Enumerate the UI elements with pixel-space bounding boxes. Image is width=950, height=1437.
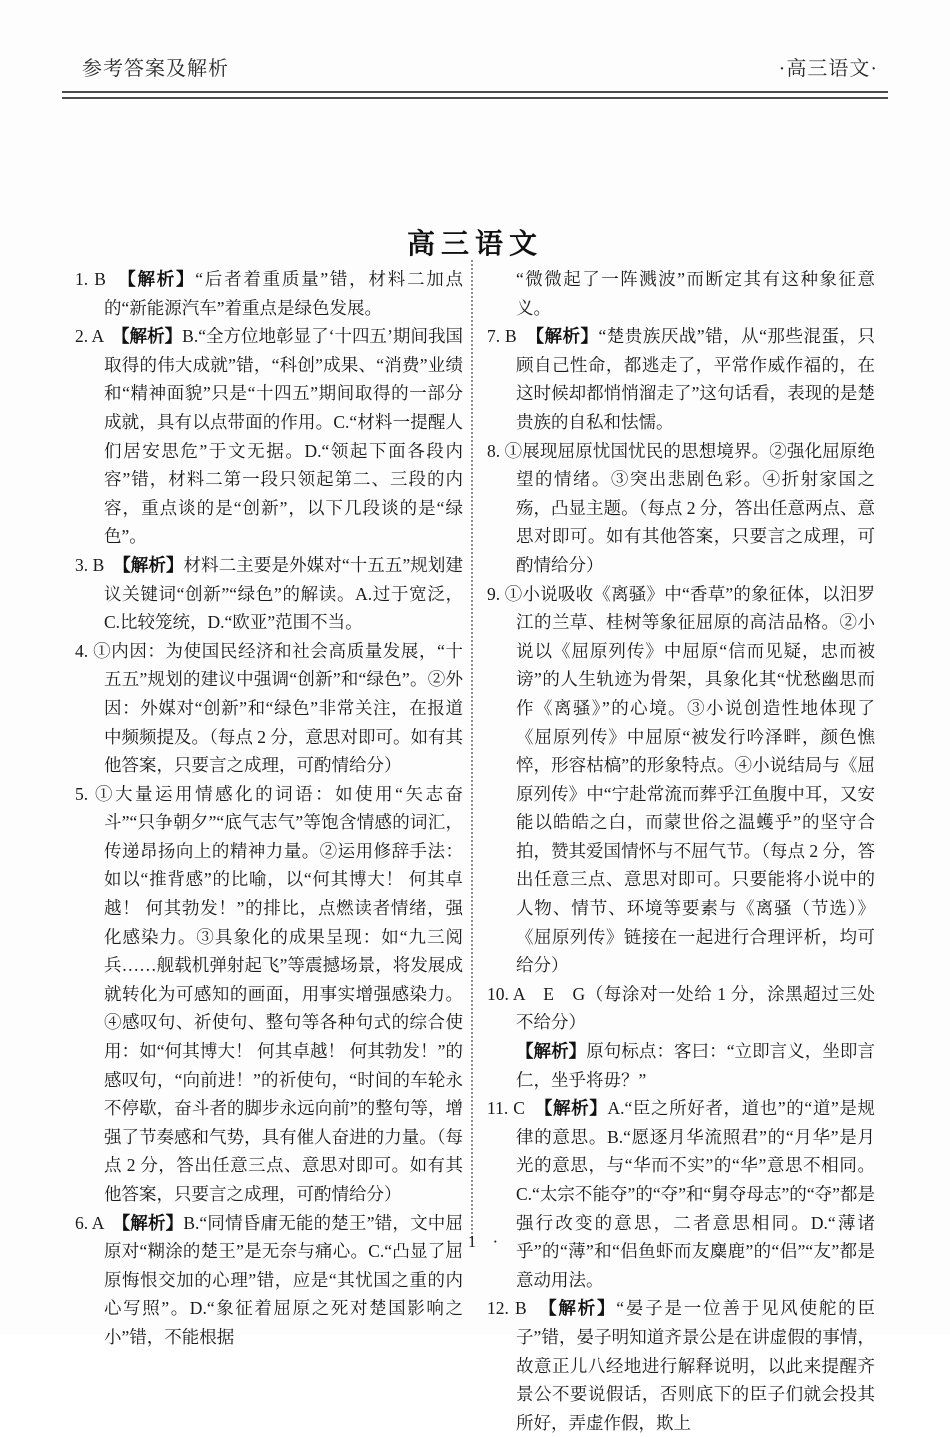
answer-text: “后者着重质量”错，材料二加点的“新能源汽车”着重点是绿色发展。 [104, 269, 463, 318]
document-title: 高三语文 [406, 229, 543, 260]
answer-columns [75, 265, 875, 1437]
page-header [82, 52, 878, 81]
answer-paragraph [487, 1294, 875, 1437]
answer-text: 原句标点：客曰：“立即言义，坐即言仁，坐乎将毋？” [516, 1041, 875, 1090]
answer-paragraph [75, 780, 463, 1209]
answer-text: 2. A [75, 326, 121, 347]
answer-item [75, 322, 463, 551]
answer-text: 12. B [487, 1298, 548, 1319]
answer-text: 5. ①大量运用情感化的词语：如使用“矢志奋斗”“只争朝夕”“底气志气”等饱含情感的词汇，传递昂扬向上的精神力量。②运用修辞手法：如以“推背感”的比喻，以“何其博大！ 何其卓越！ 何其勃发！”的排比，点燃读者情绪，强化感染力。③具象化的成果呈现：如“九三阅兵……舰载机弹射起飞”等震撼场景，将发展成就转化为可感知的画面，用事实增强感染力。④感叹句、祈使句、整句等各种句式的综合使用：如“何其博大！ 何其卓越！ 何其勃发！”的感叹句，“向前进！”的祈使句，“时间的车轮永不停歇，奋斗者的脚步永远向前”的整句等，增强了节奏感和气势，具有催人奋进的力量。（每点 2 分，答出任意三点、意思对即可。如有其他答案，只要言之成理，可酌情给分） [75, 783, 463, 1204]
answer-item [487, 1094, 875, 1294]
answer-text: “楚贵族厌战”错，从“那些混蛋，只顾自己性命，都逃走了，平常作威作福的，在这时候却都悄悄溜走了”这句话看，表现的是楚贵族的自私和怯懦。 [516, 326, 875, 432]
answer-item [487, 980, 875, 1094]
analysis-label: 【解析】 [535, 326, 599, 347]
analysis-label: 【解析】 [547, 1298, 617, 1319]
analysis-label: 【解析】 [126, 269, 196, 289]
answer-text: 8. ①展现屈原忧国忧民的思想境界。②强化屈原绝望的情绪。③突出悲剧色彩。④折射家国之殇，凸显主题。（每点 2 分，答出任意两点、意思对即可。如有其他答案，只要言之成理，可酌情给分） [487, 440, 875, 575]
answer-text: “微微起了一阵溅波”而断定其有这种象征意义。 [516, 269, 875, 318]
answer-item [487, 580, 875, 980]
answer-item [487, 1294, 875, 1437]
analysis-label: 【解析】 [543, 1098, 608, 1119]
answer-text: 10. A E G（每涂对一处给 1 分，涂黑超过三处不给分） [487, 983, 875, 1033]
answer-item [487, 322, 875, 436]
answer-item [75, 780, 463, 1209]
answer-item [75, 551, 463, 637]
page-number: · 1 · [445, 1232, 505, 1251]
answer-item [75, 1209, 463, 1352]
answer-paragraph [75, 265, 463, 322]
right-column [487, 265, 875, 1437]
analysis-label: 【解析】 [120, 326, 183, 347]
answer-text: “晏子是一位善于见风使舵的臣子”错，晏子明知道齐景公是在讲虚假的事情，故意正儿八经地进行解释说明，以此来提醒齐景公不要说假话，否则底下的臣子们就会投其所好，弄虚作假，欺上 [516, 1298, 875, 1433]
answer-paragraph [487, 437, 875, 580]
answer-item [487, 437, 875, 580]
header-right-text: ·高三语文· [778, 58, 878, 80]
answer-text: 材料二主要是外媒对“十五五”规划建议关键词“创新”“绿色”的解读。A.过于宽泛，C.比较笼统，D.“欧亚”范围不当。 [104, 554, 463, 633]
analysis-label: 【解析】 [121, 1212, 184, 1233]
answer-paragraph [75, 637, 463, 780]
analysis-label: 【解析】 [516, 1041, 587, 1062]
answer-paragraph [487, 1094, 875, 1294]
answer-paragraph [487, 322, 875, 436]
answer-paragraph [75, 1209, 463, 1352]
column-divider-dotted-line [471, 260, 473, 1238]
left-column [75, 265, 463, 1437]
analysis-label: 【解析】 [121, 554, 184, 575]
answer-text: 3. B [75, 554, 122, 575]
answer-text: 4. ①内因：为使国民经济和社会高质量发展，“十五五”规划的建议中强调“创新”和“绿色”。②外因：外媒对“创新”和“绿色”非常关注，在报道中频频提及。（每点 2 分，意思对即可。如有其他答案，只要言之成理，可酌情给分） [75, 640, 463, 776]
answer-paragraph [75, 322, 463, 551]
header-double-rule [62, 91, 888, 99]
answer-text: B.“全方位地彰显了‘十四五’期间我国取得的伟大成就”错，“科创”成果、“消费”业绩和“精神面貌”只是“十四五”期间取得的一部分成就，具有以点带面的作用。C.“材料一提醒人们居安思危”于文无据。D.“领起下面各段内容”错，材料二第一段只领起第二、三段的内容，重点谈的是“创新”，以下几段谈的是“绿色”。 [104, 326, 463, 547]
answer-paragraph [487, 265, 875, 322]
answer-text: B.“同情昏庸无能的楚王”错，文中屈原对“糊涂的楚王”是无奈与痛心。C.“凸显了屈原悔恨交加的心理”错，应是“其忧国之重的内心写照”。D.“象征着屈原之死对楚国影响之小”错，不能根据 [104, 1212, 463, 1347]
answer-text: A.“臣之所好者，道也”的“道”是规律的意思。B.“愿逐月华流照君”的“月华”是月光的意思，与“华而不实”的“华”意思不相同。C.“太宗不能夺”的“夺”和“舅夺母志”的“夺”都是强行改变的意思，二者意思相同。D.“薄诸乎”的“薄”和“侣鱼虾而友麋鹿”的“侣”“友”都是意动用法。 [516, 1098, 875, 1290]
answer-paragraph [487, 980, 875, 1037]
answer-paragraph [487, 1037, 875, 1094]
header-left-text: 参考答案及解析 [82, 58, 229, 80]
answer-item [75, 265, 463, 322]
answer-text: 6. A [75, 1212, 122, 1233]
answer-text: 1. B [75, 269, 127, 289]
answer-paragraph [75, 551, 463, 637]
answer-text: 11. C [487, 1098, 544, 1119]
answer-paragraph [487, 580, 875, 980]
answer-text: 7. B [487, 326, 536, 347]
answer-text: 9. ①小说吸收《离骚》中“香草”的象征体，以汨罗江的兰草、桂树等象征屈原的高洁品格。②小说以《屈原列传》中屈原“信而见疑，忠而被谤”的人生轨迹为骨架，具象化其“忧愁幽思而作《离骚》”的心境。③小说创造性地体现了《屈原列传》中屈原“被发行吟泽畔，颜色憔悴，形容枯槁”的形象特点。④小说结局与《屈原列传》中“宁赴常流而葬乎江鱼腹中耳，又安能以皓皓之白，而蒙世俗之温蠖乎”的坚守合拍，赞其爱国情怀与不屈气节。（每点 2 分，答出任意三点、意思对即可。只要能将小说中的人物、情节、环境等要素与《离骚（节选）》《屈原列传》链接在一起进行合理评析，均可给分） [487, 583, 875, 976]
answer-item [75, 637, 463, 780]
answer-item [487, 265, 875, 322]
